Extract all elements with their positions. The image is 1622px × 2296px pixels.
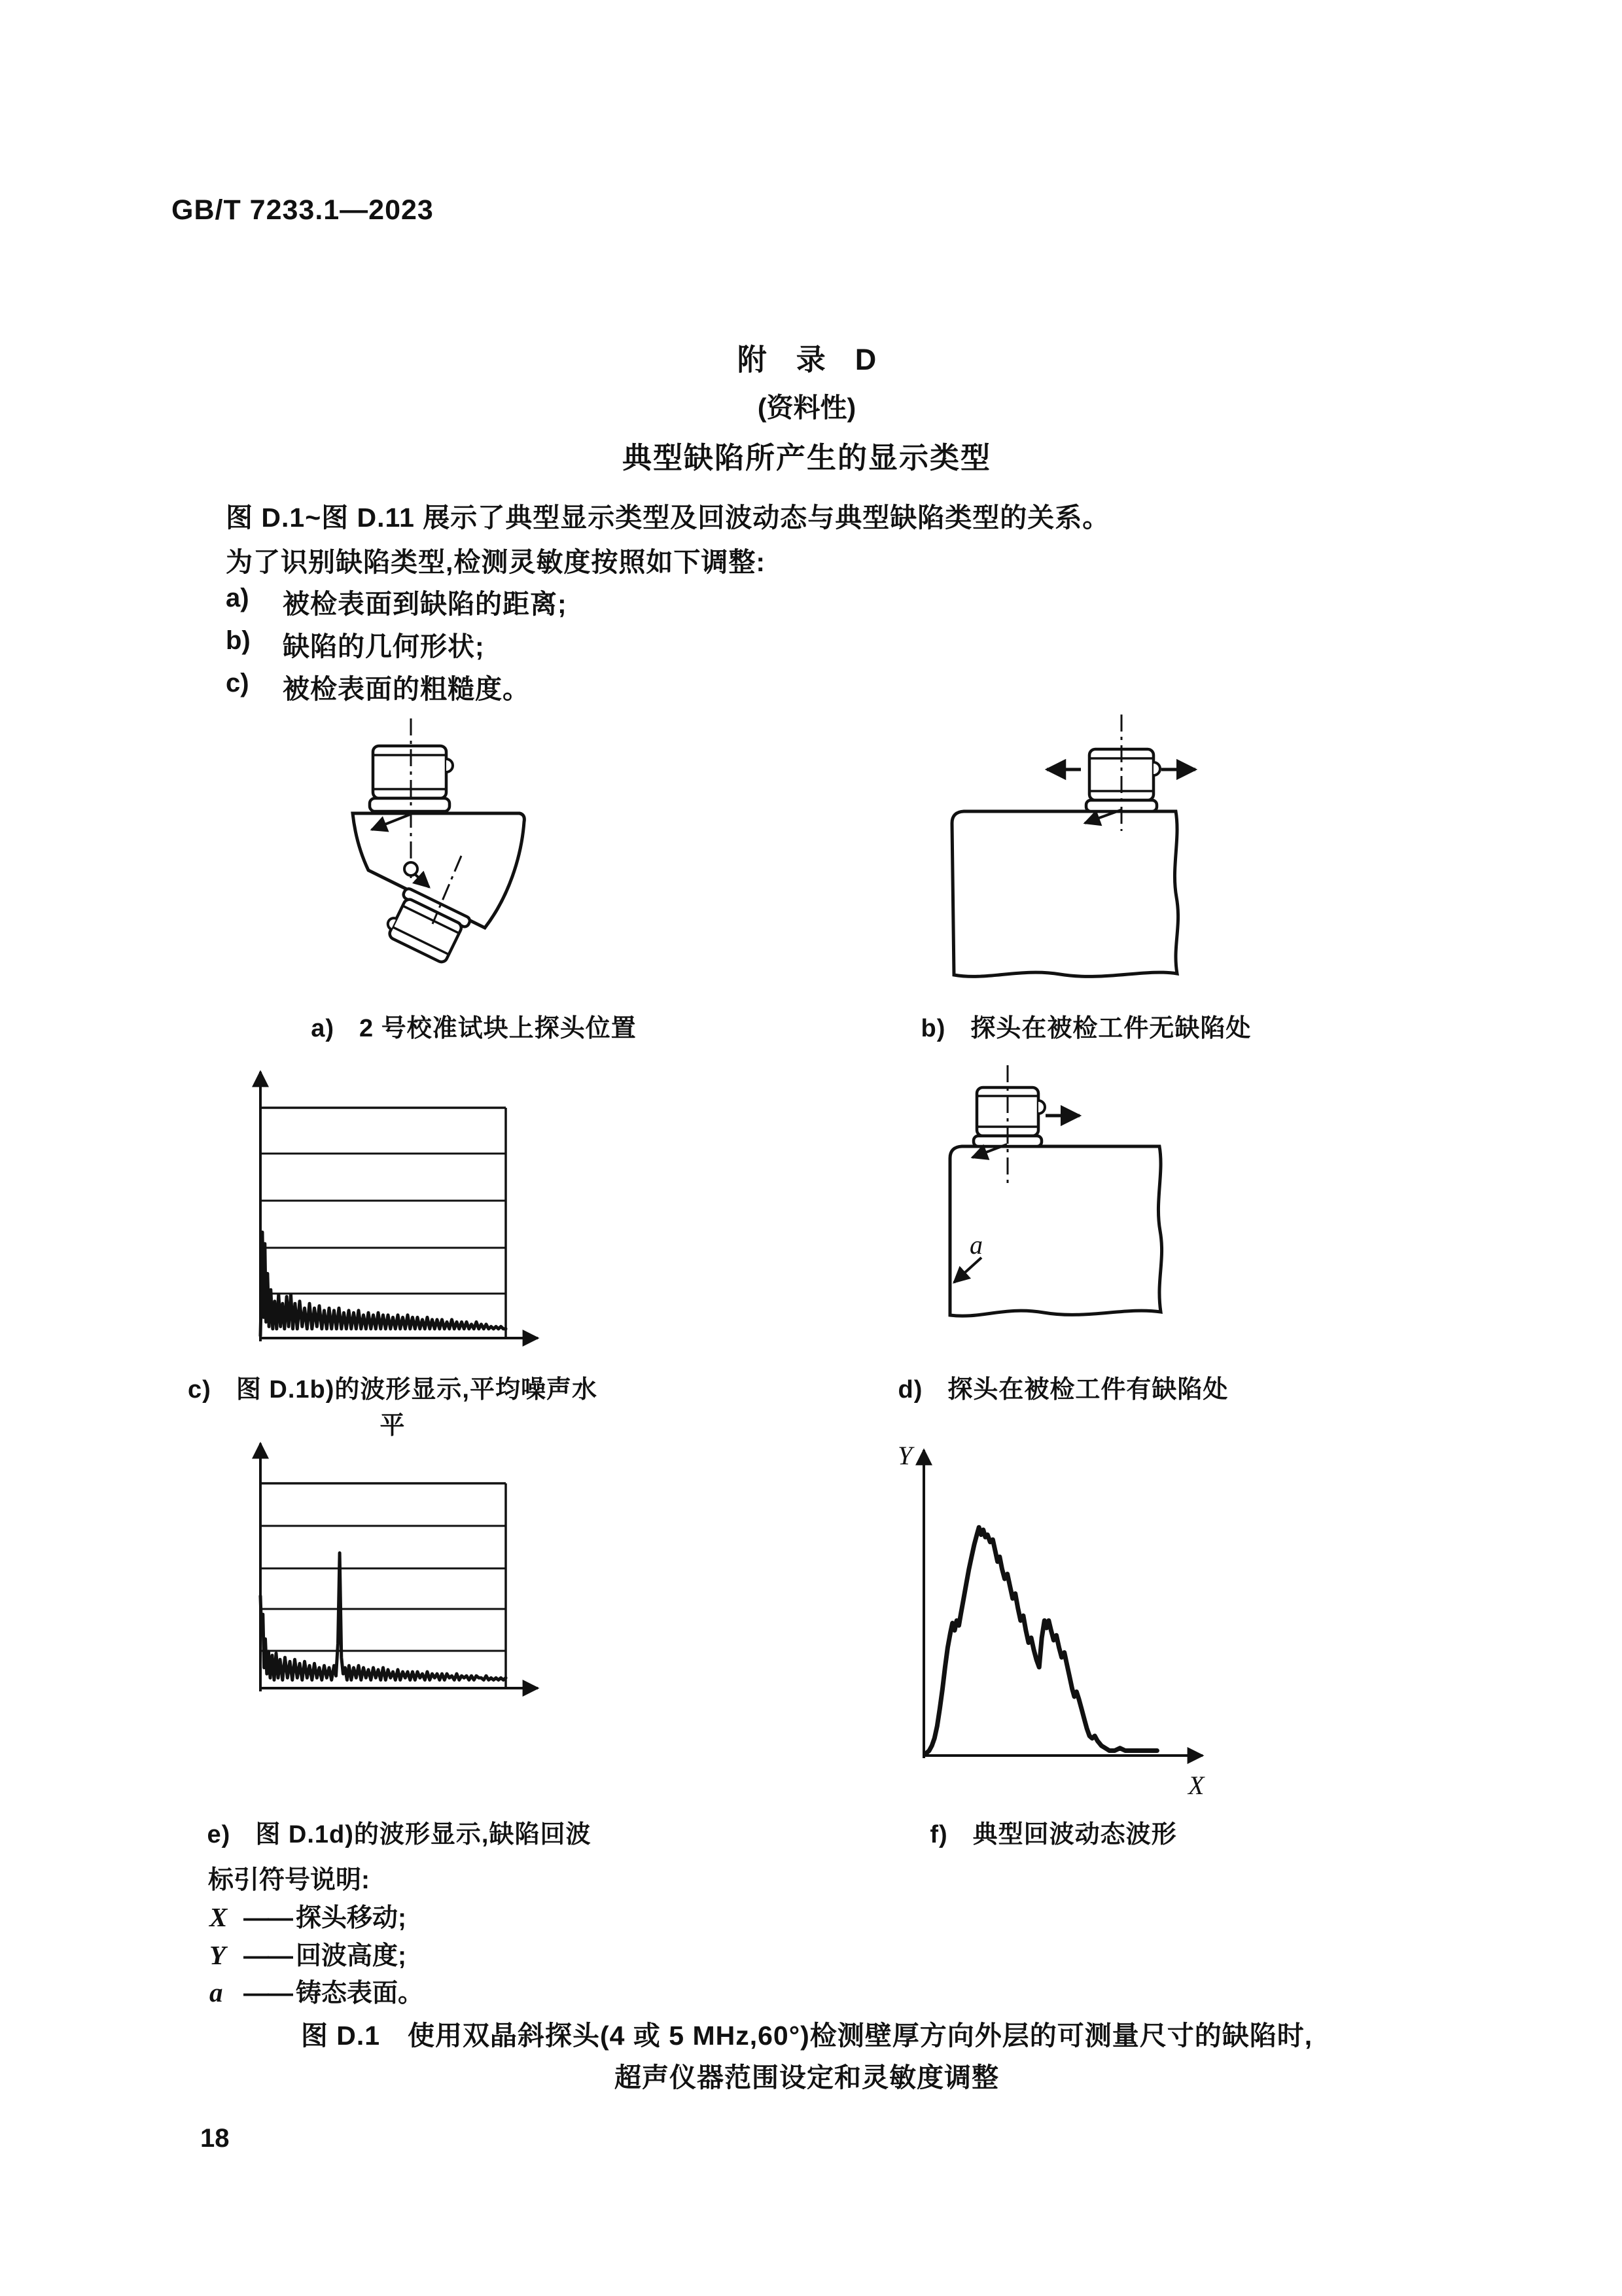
legend-symbol-a: a — [209, 1977, 223, 2007]
figure-e-ascan-defect-echo — [242, 1433, 556, 1701]
legend-symbol-x: X — [209, 1902, 228, 1932]
probe-connector-bump — [446, 759, 453, 772]
caption-c-text: 图 D.1b)的波形显示,平均噪声水平 — [236, 1376, 597, 1439]
caption-b — [890, 1008, 1282, 1044]
list-item-c-label: c) — [226, 669, 249, 698]
page-number: 18 — [200, 2124, 230, 2153]
probe-connector-bump — [1154, 762, 1160, 775]
caption-e — [190, 1814, 608, 1850]
caption-d-text: 探头在被检工件有缺陷处 — [947, 1376, 1229, 1404]
figure-caption-line-1: 图 D.1 使用双晶斜探头(4 或 5 MHz,60°)检测壁厚方向外层的可测量尺寸的缺陷时, — [300, 2021, 1313, 2051]
caption-d-label: d) — [898, 1376, 923, 1404]
x-axis-label: X — [1188, 1771, 1205, 1800]
intro-line-1: 图 D.1~图 D.11 展示了典型显示类型及回波动态与典型缺陷类型的关系。 — [226, 503, 1110, 533]
probe-connector-bump — [1038, 1101, 1045, 1114]
legend-title: 标引符号说明: — [208, 1866, 370, 1894]
y-axis-label: Y — [898, 1441, 913, 1470]
intro-line-2: 为了识别缺陷类型,检测灵敏度按照如下调整: — [226, 547, 766, 577]
list-item-b-label: b) — [226, 626, 251, 655]
caption-e-text: 图 D.1d)的波形显示,缺陷回波 — [255, 1821, 591, 1848]
figure-caption-line-2: 超声仪器范围设定和灵敏度调整 — [614, 2062, 999, 2093]
appendix-note: (资料性) — [757, 393, 856, 423]
straight-probe — [974, 1087, 1045, 1146]
screen-grid — [260, 1483, 506, 1688]
cast-surface-arrow — [954, 1258, 981, 1282]
figure-c-ascan-noise — [242, 1060, 556, 1348]
defect-echo-waveform — [260, 1553, 506, 1680]
figure-d-workpiece-defect-diagram — [929, 1060, 1230, 1335]
caption-d — [867, 1369, 1260, 1405]
caption-b-text: 探头在被检工件无缺陷处 — [970, 1015, 1252, 1042]
caption-c-label: c) — [188, 1376, 211, 1404]
appendix-heading: 典型缺陷所产生的显示类型 — [622, 441, 991, 474]
legend-dash: —— — [243, 1979, 292, 2007]
legend-item-x — [209, 1898, 406, 1934]
figure-f-echo-dynamic-plot — [896, 1433, 1224, 1800]
caption-f-label: f) — [930, 1821, 948, 1848]
legend-dash: —— — [243, 1942, 292, 1970]
hole-arrow — [415, 874, 429, 887]
legend-item-y — [209, 1935, 406, 1972]
caption-a — [277, 1008, 670, 1044]
legend-text-y: 回波高度; — [296, 1942, 406, 1970]
caption-e-label: e) — [207, 1821, 231, 1848]
appendix-title: 附 录 D — [737, 343, 877, 376]
figure-b-workpiece-diagram — [929, 707, 1230, 988]
caption-f — [857, 1814, 1250, 1850]
index-point-arrow — [372, 815, 410, 830]
caption-a-text: 2 号校准试块上探头位置 — [359, 1015, 637, 1042]
caption-b-label: b) — [921, 1015, 946, 1042]
legend-text-a: 铸态表面。 — [296, 1979, 424, 2007]
figure-a-calibration-block-diagram — [301, 707, 615, 981]
list-item-b-text: 缺陷的几何形状; — [283, 631, 485, 662]
screen-grid — [260, 1108, 506, 1338]
workpiece-outline — [952, 811, 1178, 976]
doc-number: GB/T 7233.1—2023 — [171, 194, 434, 226]
caption-f-text: 典型回波动态波形 — [972, 1821, 1177, 1848]
legend-text-x: 探头移动; — [296, 1904, 406, 1932]
legend-dash: —— — [243, 1904, 292, 1932]
legend-item-a — [209, 1973, 423, 2009]
list-item-a-text: 被检表面到缺陷的距离; — [283, 589, 567, 619]
legend-symbol-y: Y — [209, 1940, 226, 1970]
straight-probe — [1086, 749, 1160, 811]
list-item-c-text: 被检表面的粗糙度。 — [283, 674, 530, 704]
echo-dynamic-curve — [926, 1527, 1157, 1753]
cast-surface-label: a — [970, 1230, 983, 1260]
caption-c — [183, 1369, 602, 1441]
list-item-a-label: a) — [226, 584, 249, 612]
angled-probe — [383, 887, 472, 966]
caption-a-label: a) — [311, 1015, 335, 1042]
